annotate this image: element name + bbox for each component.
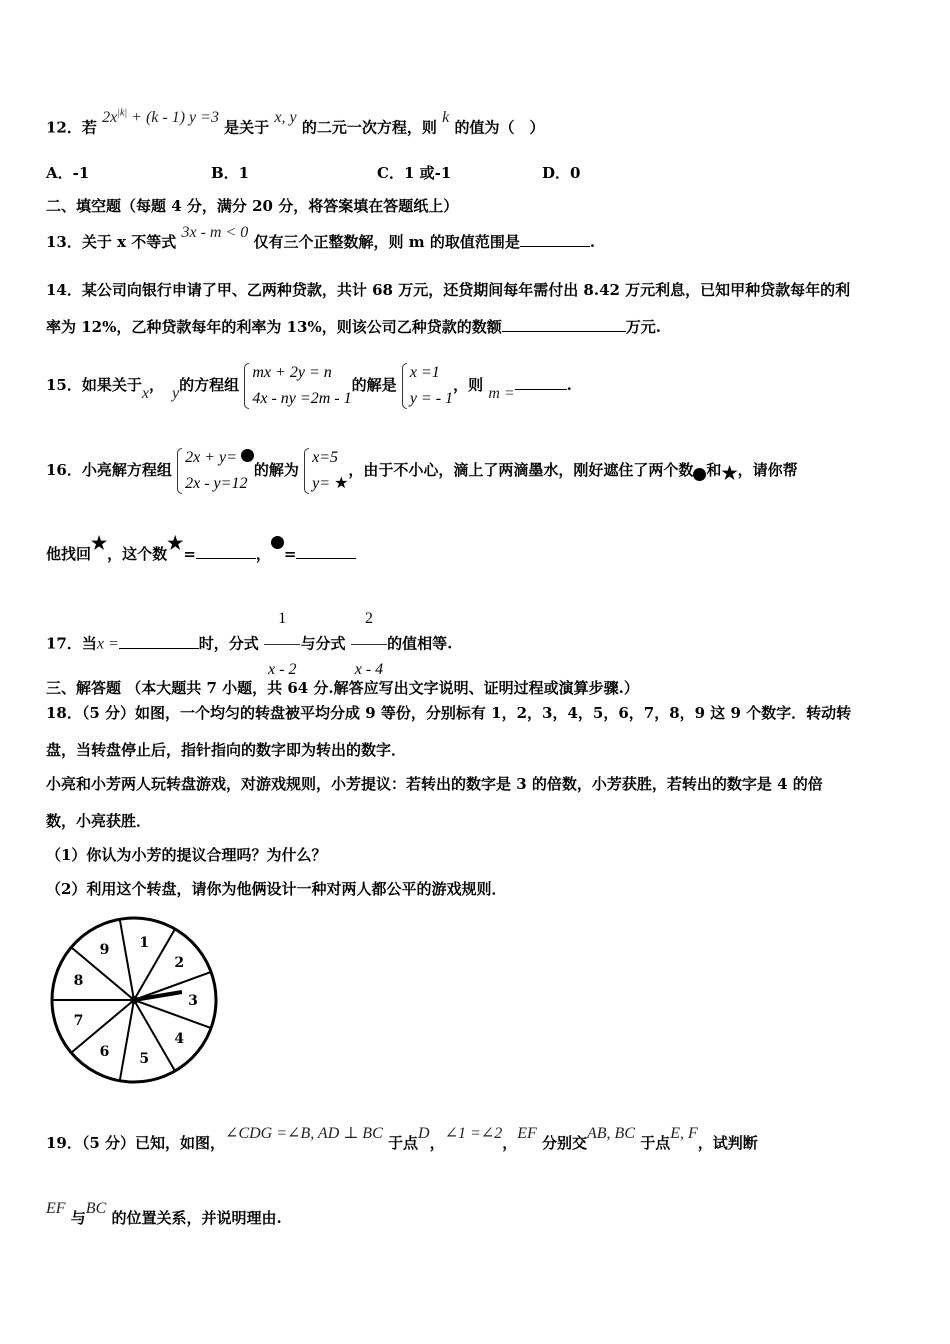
q15-solution: x =1 y = - 1	[402, 360, 453, 412]
q16-line-1: 16．小亮解方程组 2x + y= 2x - y=12 的解为 x=5 y= ★ ，由于不小心，滴上了两滴墨水，刚好遮住了两个数 和★，请你帮	[46, 440, 798, 500]
q12-option-a: A．-1	[46, 164, 90, 182]
q18-part-1: （1）你认为小芳的提议合理吗？为什么？	[46, 846, 327, 864]
star-icon: ★	[721, 463, 738, 484]
q17-fraction-2: $\frac{2}{x - 4}$	[351, 594, 387, 695]
q18-part-2: （2）利用这个转盘，请你为他俩设计一种对两人都公平的游戏规则．	[46, 880, 507, 898]
q17-answer-blank	[119, 634, 199, 649]
ink-dot-icon	[241, 449, 254, 462]
star-icon: ★	[91, 533, 108, 554]
q15-answer-blank	[515, 375, 567, 390]
q16-line-2: 他找回★，这个数★= ， =	[46, 544, 356, 564]
q12-option-d: D．0	[542, 164, 581, 182]
q19-line-2: EF 与BC 的位置关系，并说明理由.	[46, 1200, 282, 1227]
q19-line-1: 19．（5 分）已知，如图，∠CDG =∠B, AD ⊥ BC 于点D，∠1 =∠2，EF 分别交AB, BC 于点E, F，试判断	[46, 1125, 758, 1152]
q18-line-3: 小亮和小芳两人玩转盘游戏，对游戏规则，小芳提议：若转出的数字是 3 的倍数，小芳获胜，若转出的数字是 4 的倍	[46, 775, 823, 793]
q13-answer-blank	[520, 232, 590, 247]
wheel-center	[130, 996, 138, 1004]
q18-line-2: 盘，当转盘停止后，指针指向的数字即为转出的数字．	[46, 741, 407, 759]
section-2-heading: 二、填空题（每题 4 分，满分 20 分，将答案填在答题纸上）	[46, 197, 459, 215]
q15-line: 15．如果关于x， y的方程组 mx + 2y = n 4x - ny =2m - 1 的解是 x =1 y = - 1 ，则 m = .	[46, 355, 572, 416]
q14-line-2: 率为 12%，乙种贷款每年的利率为 13%，则该公司乙种贷款的数额 万元.	[46, 318, 661, 336]
wheel-number-1: 1	[139, 934, 150, 951]
q16-solution: x=5 y= ★	[304, 445, 348, 497]
q18-line-4: 数，小亮获胜．	[46, 812, 152, 830]
wheel-number-7: 7	[73, 1013, 84, 1030]
q13-line: 13．关于 x 不等式 3x - m < 0 仅有三个正整数解，则 m 的取值范围是 .	[46, 224, 596, 251]
q12-option-b: B．1	[211, 164, 250, 182]
wheel-number-9: 9	[99, 941, 110, 958]
q14-line-1: 14．某公司向银行申请了甲、乙两种贷款，共计 68 万元，还贷期间每年需付出 8.42 万元利息，已知甲种贷款每年的利	[46, 281, 851, 299]
wheel-number-6: 6	[99, 1044, 110, 1061]
wheel-number-4: 4	[174, 1030, 185, 1047]
star-icon: ★	[167, 533, 184, 554]
wheel-number-5: 5	[139, 1051, 150, 1068]
q13-inequality: 3x - m < 0	[181, 224, 249, 241]
q17-line: 17．当x = 时，分式 $\frac{1}{x - 2}$ 与分式 $\frac{2}{x - 4}$ 的值相等.	[46, 594, 452, 695]
q16-star-blank	[196, 544, 256, 559]
q16-equation-system: 2x + y= 2x - y=12	[177, 445, 254, 497]
spinner-wheel-figure	[46, 912, 226, 1087]
q14-answer-blank	[502, 317, 626, 332]
q17-fraction-1: $\frac{1}{x - 2}$	[264, 594, 300, 695]
q16-dot-blank	[296, 544, 356, 559]
q12-line: 12．若 $2x^{|k|} + (k - 1)$ y =3 是关于 x, y 的二元一次方程，则 k 的值为（ ）	[46, 108, 545, 137]
q12-option-c: C．1 或-1	[377, 164, 452, 182]
wheel-number-3: 3	[188, 993, 198, 1009]
section-3-heading: 三、解答题 （本大题共 7 小题，共 64 分.解答应写出文字说明、证明过程或演算步骤.）	[46, 679, 639, 697]
ink-dot-icon	[271, 536, 284, 549]
q12-expression: $2x^{|k|} + (k - 1)$ y =3	[102, 108, 219, 127]
q15-equation-system: mx + 2y = n 4x - ny =2m - 1	[244, 360, 351, 412]
ink-dot-icon	[693, 468, 706, 481]
wheel-number-2: 2	[174, 955, 185, 972]
q18-line-1: 18．（5 分）如图，一个均匀的转盘被平均分成 9 等份，分别标有 1，2，3，4，5，6，7，8，9 这 9 个数字．转动转	[46, 704, 852, 722]
wheel-number-8: 8	[73, 972, 84, 989]
star-icon: ★	[334, 475, 349, 492]
